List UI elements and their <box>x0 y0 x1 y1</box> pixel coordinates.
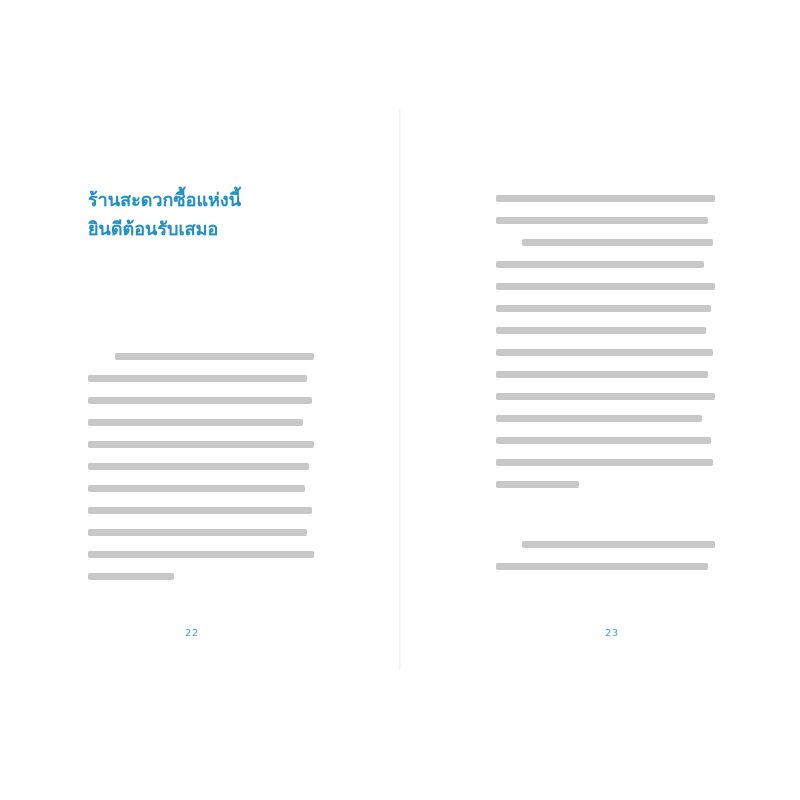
text-line <box>522 541 715 548</box>
text-line <box>88 529 307 536</box>
chapter-title-line-1: ร้านสะดวกซื้อแห่งนี้ <box>88 190 242 211</box>
text-line <box>496 327 706 334</box>
text-line <box>88 573 174 580</box>
text-line <box>88 507 312 514</box>
right-body-text-top <box>496 195 715 503</box>
text-line <box>496 371 708 378</box>
text-line <box>88 551 314 558</box>
page-number-right: 23 <box>605 628 619 639</box>
text-line <box>496 437 711 444</box>
text-line <box>496 261 704 268</box>
text-line <box>496 481 579 488</box>
text-line <box>88 485 305 492</box>
text-line <box>522 239 713 246</box>
text-line <box>496 195 715 202</box>
text-line <box>496 305 711 312</box>
left-body-text <box>88 353 314 595</box>
chapter-title <box>88 186 241 244</box>
right-page <box>400 0 800 800</box>
right-body-text-bottom <box>496 541 715 585</box>
text-line <box>88 397 312 404</box>
text-line <box>496 393 715 400</box>
page-number-left: 22 <box>185 628 199 639</box>
text-line <box>496 217 708 224</box>
text-line <box>115 353 314 360</box>
text-line <box>496 563 708 570</box>
text-line <box>88 463 309 470</box>
text-line <box>496 283 715 290</box>
text-line <box>88 441 314 448</box>
text-line <box>496 459 713 466</box>
text-line <box>88 419 303 426</box>
text-line <box>496 415 702 422</box>
chapter-title-line-2: ยินดีต้อนรับเสมอ <box>88 219 219 240</box>
text-line <box>496 349 713 356</box>
text-line <box>88 375 307 382</box>
